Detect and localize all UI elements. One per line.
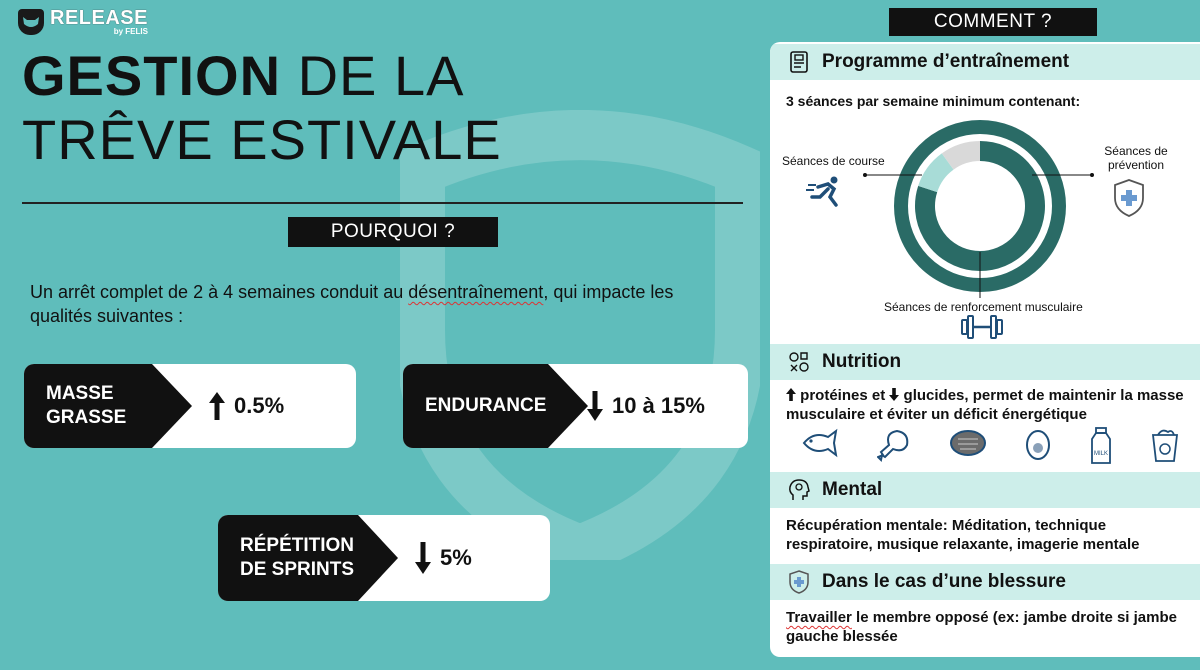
stat-value-text: 5% bbox=[440, 545, 472, 570]
label-prevention-line1: Séances de bbox=[1104, 144, 1168, 158]
label-prevention bbox=[1092, 144, 1180, 172]
brand-name: RELEASE bbox=[50, 7, 148, 29]
nutrition-text bbox=[786, 386, 1191, 424]
blessure-word: Travailler bbox=[786, 609, 852, 626]
programme-heading-text: Programme d’entraînement bbox=[822, 51, 1070, 72]
milk-icon bbox=[1089, 427, 1113, 470]
intro-before: Un arrêt complet de 2 à 4 semaines conduit au bbox=[30, 282, 409, 302]
medical-shield-icon bbox=[1112, 178, 1146, 223]
runner-icon bbox=[806, 175, 846, 212]
page-title bbox=[22, 44, 502, 172]
arrow-up-icon bbox=[786, 388, 796, 401]
stat-value bbox=[586, 390, 705, 422]
panther-logo-icon bbox=[18, 9, 44, 35]
label-renforcement: Séances de renforcement musculaire bbox=[884, 300, 1083, 314]
stat-label-line1: RÉPÉTITION bbox=[240, 535, 355, 556]
stat-label-line1: ENDURANCE bbox=[425, 395, 547, 416]
mental-heading-text: Mental bbox=[822, 479, 883, 500]
pourquoi-banner: POURQUOI ? bbox=[288, 217, 498, 247]
yogurt-icon bbox=[1150, 427, 1180, 470]
stat-value bbox=[414, 541, 472, 575]
blessure-text bbox=[786, 608, 1191, 646]
medical-shield-icon bbox=[786, 569, 812, 595]
intro-text bbox=[30, 280, 730, 328]
blessure-heading bbox=[770, 564, 1200, 600]
dumbbell-icon bbox=[960, 314, 1004, 345]
milk-label: MILK bbox=[1094, 451, 1109, 457]
stat-label bbox=[24, 364, 152, 448]
label-prevention-line2: prévention bbox=[1107, 158, 1165, 172]
chicken-leg-icon bbox=[877, 427, 911, 470]
egg-icon bbox=[1024, 427, 1052, 470]
stat-label bbox=[403, 364, 548, 448]
arrow-down-icon bbox=[414, 541, 432, 575]
nutrition-heading bbox=[770, 344, 1200, 380]
blessure-rest: le membre opposé (ex: jambe droite si jambe gauche blessée bbox=[786, 609, 1177, 645]
stat-masse-grasse bbox=[24, 364, 356, 448]
brand-sub: by FELIS bbox=[113, 27, 148, 36]
stat-value bbox=[208, 391, 284, 421]
shield-watermark-icon bbox=[400, 110, 760, 560]
steak-icon bbox=[948, 427, 988, 470]
intro-word: désentraînement bbox=[408, 282, 544, 302]
stat-label-line2: DE SPRINTS bbox=[240, 559, 355, 580]
nutrition-text-a: protéines et bbox=[800, 387, 886, 404]
intro-after: , qui impacte les qualités suivantes : bbox=[30, 282, 674, 326]
title-rest: DE LA bbox=[281, 44, 465, 107]
nutrition-text-b: glucides, permet de maintenir la masse musculaire et éviter un déficit énergétique bbox=[786, 387, 1184, 423]
food-icons-row bbox=[800, 427, 1180, 470]
stat-value-text: 10 à 15% bbox=[612, 393, 705, 418]
arrow-down-icon bbox=[586, 390, 604, 422]
comment-banner: COMMENT ? bbox=[889, 8, 1097, 36]
blessure-heading-text: Dans le cas d’une blessure bbox=[822, 571, 1066, 592]
label-course: Séances de course bbox=[782, 154, 885, 168]
stat-endurance bbox=[403, 364, 748, 448]
title-line2: TRÊVE ESTIVALE bbox=[22, 108, 502, 171]
mental-heading bbox=[770, 472, 1200, 508]
stat-value-text: 0.5% bbox=[234, 393, 285, 418]
mental-text: Récupération mentale: Méditation, technique respiratoire, musique relaxante, imagerie mentale bbox=[786, 517, 1140, 553]
arrow-down-icon bbox=[889, 388, 899, 401]
title-divider bbox=[22, 202, 743, 204]
title-bold: GESTION bbox=[22, 44, 282, 107]
brain-head-icon bbox=[786, 477, 812, 503]
nutrition-icon bbox=[786, 349, 812, 375]
stat-repetition-sprints bbox=[218, 515, 550, 601]
stat-label-line2: GRASSE bbox=[46, 407, 127, 428]
programme-subtitle: 3 séances par semaine minimum contenant: bbox=[786, 93, 1081, 109]
arrow-up-icon bbox=[208, 391, 226, 421]
fish-icon bbox=[800, 427, 840, 470]
brand-logo bbox=[18, 8, 148, 36]
stat-label-line1: MASSE bbox=[46, 383, 114, 404]
nutrition-heading-text: Nutrition bbox=[822, 351, 902, 372]
comment-panel bbox=[770, 42, 1200, 657]
stat-label bbox=[218, 515, 358, 601]
